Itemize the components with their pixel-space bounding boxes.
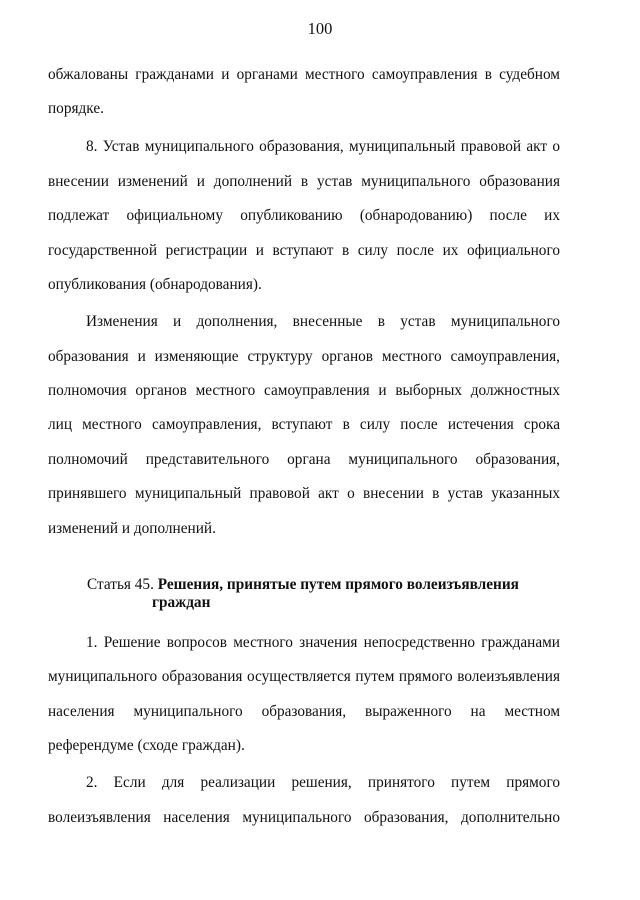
article-label: Статья 45. xyxy=(87,576,154,593)
text-line: обжалованы гражданами и органами местного самоуправления в судебном xyxy=(48,66,560,83)
text-line: 8. Устав муниципального образования, муниципальный правовой акт о xyxy=(86,138,560,155)
page-number: 100 xyxy=(307,19,333,38)
text-line: принявшего муниципальный правовой акт о внесении в устав указанных xyxy=(48,485,560,502)
text-line: населения муниципального образования, выраженного на местном xyxy=(48,703,560,720)
article-title-continued: граждан xyxy=(152,594,211,611)
text-line: референдуме (сходе граждан). xyxy=(48,737,245,754)
text-line: волеизъявления населения муниципального образования, дополнительно xyxy=(48,809,560,826)
text-line: 2. Если для реализации решения, принятого путем прямого xyxy=(86,774,560,791)
article-heading xyxy=(87,576,557,612)
text-line: Изменения и дополнения, внесенные в устав муниципального xyxy=(86,313,560,330)
article-title: Решения, принятые путем прямого волеизъявления xyxy=(157,576,519,593)
text-line: муниципального образования осуществляется путем прямого волеизъявления xyxy=(48,668,560,685)
text-line: внесении изменений и дополнений в устав муниципального образования xyxy=(48,173,560,190)
text-line: 1. Решение вопросов местного значения непосредственно гражданами xyxy=(86,634,560,651)
text-line: лиц местного самоуправления, вступают в силу после истечения срока xyxy=(48,416,560,433)
text-line: полномочия органов местного самоуправления и выборных должностных xyxy=(48,382,560,399)
text-line: образования и изменяющие структуру органов местного самоуправления, xyxy=(48,348,560,365)
text-line: изменений и дополнений. xyxy=(48,520,216,537)
text-line: подлежат официальному опубликованию (обнародованию) после их xyxy=(48,207,560,224)
text-line: опубликования (обнародования). xyxy=(48,276,262,293)
text-line: порядке. xyxy=(48,100,104,117)
text-line: государственной регистрации и вступают в силу после их официального xyxy=(48,242,560,259)
text-line: полномочий представительного органа муниципального образования, xyxy=(48,451,560,468)
